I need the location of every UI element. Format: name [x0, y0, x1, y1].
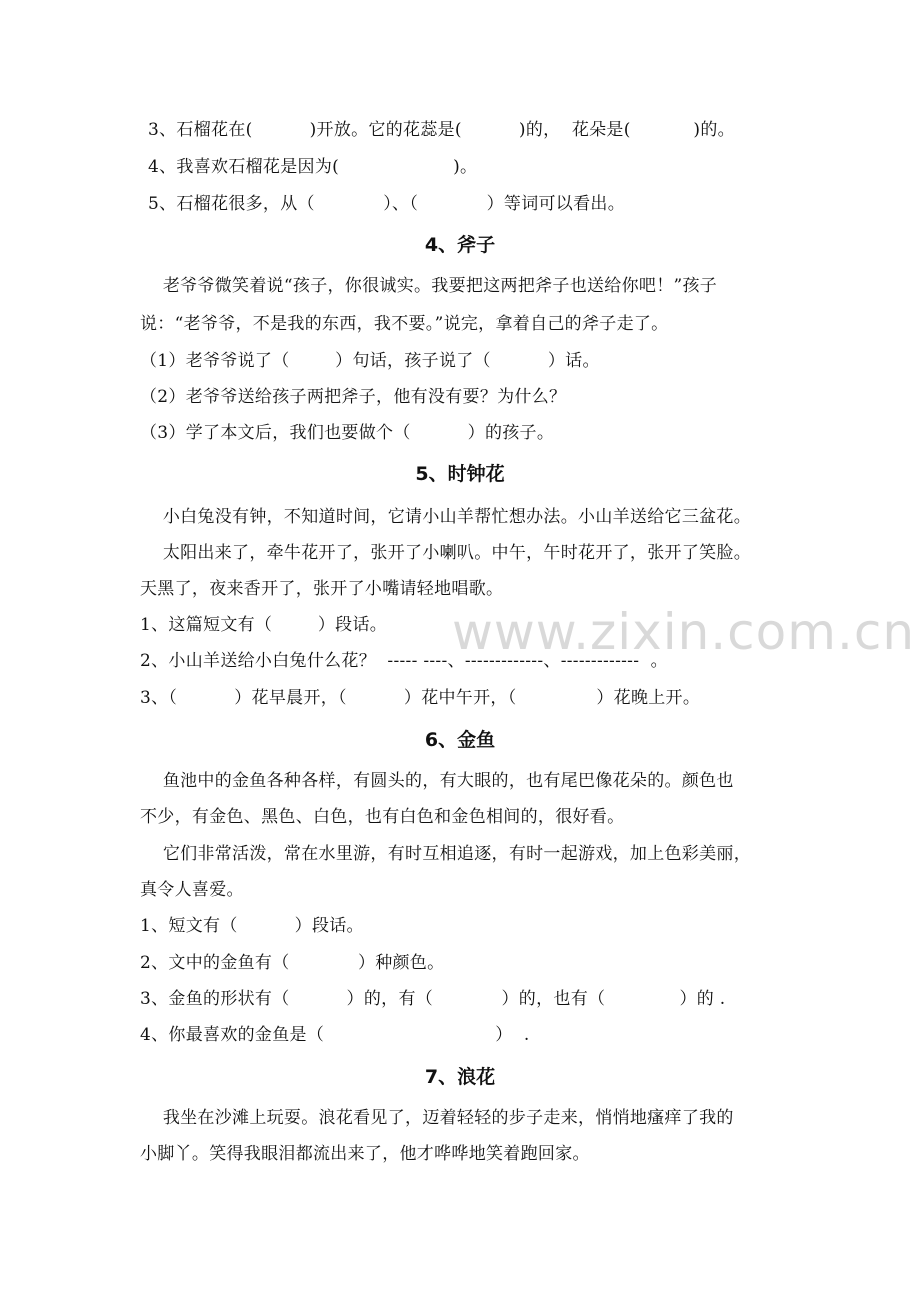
question-6-2: 2、文中的金鱼有（ ）种颜色。 — [140, 953, 445, 973]
question-4-2: （2）老爷爷送给孩子两把斧子，他有没有要？为什么？ — [140, 387, 567, 407]
section-6-paragraph-1-line-1: 鱼池中的金鱼各种各样，有圆头的，有大眼的，也有尾巴像花朵的。颜色也 — [140, 771, 734, 791]
question-6-1: 1、短文有（ ）段话。 — [140, 916, 364, 936]
section-5-paragraph-2-line-2: 天黑了，夜来香开了，张开了小嘴请轻地唱歌。 — [140, 579, 504, 599]
question-3-4: 4、我喜欢石榴花是因为( )。 — [148, 157, 478, 177]
question-4-1: （1）老爷爷说了（ ）句话，孩子说了（ ）话。 — [140, 351, 600, 371]
question-5-2: 2、小山羊送给小白兔什么花？ ----- ----、-------------、------------- 。 — [140, 651, 668, 671]
watermark: www.zixin.com.cn — [452, 603, 916, 661]
section-7-paragraph-line-1: 我坐在沙滩上玩耍。浪花看见了，迈着轻轻的步子走来，悄悄地瘙痒了我的 — [140, 1108, 734, 1128]
section-6-paragraph-2-line-1: 它们非常活泼，常在水里游，有时互相追逐，有时一起游戏，加上色彩美丽， — [140, 844, 752, 864]
question-6-3: 3、金鱼的形状有（ ）的，有（ ）的，也有（ ）的 . — [140, 989, 726, 1009]
section-6-paragraph-2-line-2: 真令人喜爱。 — [140, 880, 244, 900]
section-4-paragraph-line-1: 老爷爷微笑着说“孩子，你很诚实。我要把这两把斧子也送给你吧！”孩子 — [140, 276, 718, 296]
section-4-paragraph-line-2: 说：“老爷爷，不是我的东西，我不要。”说完，拿着自己的斧子走了。 — [140, 314, 669, 334]
section-4-title: 4、斧子 — [424, 234, 496, 256]
question-5-1: 1、这篇短文有（ ）段话。 — [140, 615, 388, 635]
section-6-title: 6、金鱼 — [424, 729, 496, 751]
section-5-paragraph-1: 小白兔没有钟，不知道时间，它请小山羊帮忙想办法。小山羊送给它三盆花。 — [140, 507, 752, 527]
section-5-title: 5、时钟花 — [415, 463, 505, 485]
question-3-5: 5、石榴花很多，从（ ）、（ ）等词可以看出。 — [148, 194, 626, 214]
question-6-4: 4、你最喜欢的金鱼是（ ） . — [140, 1025, 530, 1045]
section-7-title: 7、浪花 — [424, 1066, 496, 1088]
question-4-3: （3）学了本文后，我们也要做个（ ）的孩子。 — [140, 423, 555, 443]
question-5-3: 3、（ ）花早晨开，（ ）花中午开，（ ）花晚上开。 — [140, 688, 701, 708]
question-3-3: 3、石榴花在( )开放。它的花蕊是( )的， 花朵是( )的。 — [148, 120, 735, 140]
section-6-paragraph-1-line-2: 不少，有金色、黑色、白色，也有白色和金色相间的，很好看。 — [140, 807, 625, 827]
section-7-paragraph-line-2: 小脚丫。笑得我眼泪都流出来了，他才哗哗地笑着跑回家。 — [140, 1144, 590, 1164]
section-5-paragraph-2-line-1: 太阳出来了，牵牛花开了，张开了小喇叭。中午，午时花开了，张开了笑脸。 — [140, 543, 752, 563]
